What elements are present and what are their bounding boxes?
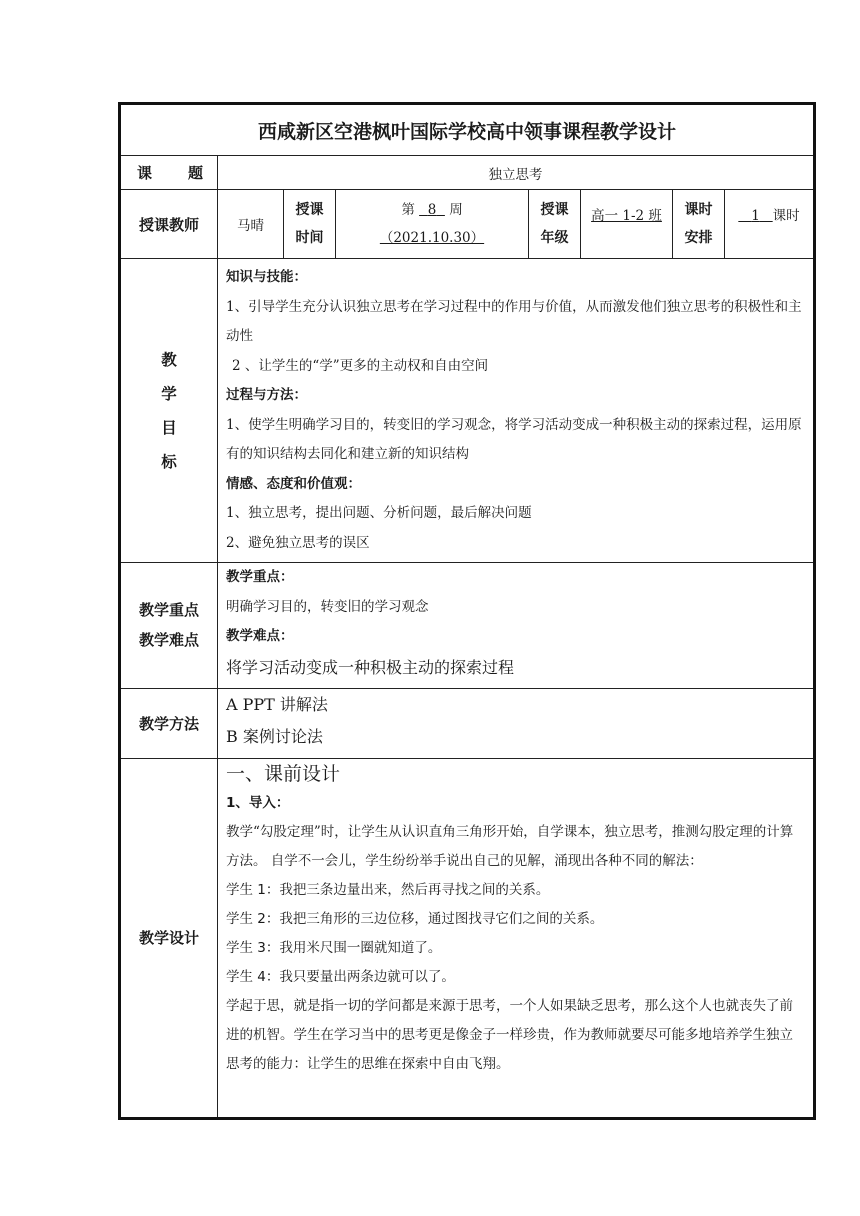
teacher-name: 马晴	[218, 190, 284, 259]
difficulty-heading: 教学难点：	[226, 628, 294, 644]
method-a: A PPT 讲解法	[226, 694, 328, 714]
emotion-heading: 情感、态度和价值观：	[226, 475, 361, 492]
process-heading: 过程与方法：	[226, 387, 307, 403]
lesson-date: （2021.10.30）	[379, 230, 485, 246]
closing-paragraph: 学起于思，就是指一切的学问都是来源于思考，一个人如果缺乏思考，那么这个人也就丧失了前进的机智。学生在学习当中的思考更是像金子一样珍贵，作为教师就要尽可能多地培养学生独立思考的能力：让学生的思维在探索中自由飞翔。	[226, 997, 793, 1072]
hours-value: 1 课时	[725, 190, 815, 259]
goals-content	[218, 259, 815, 563]
hours-label: 课时 安排	[673, 190, 725, 259]
document-title: 西咸新区空港枫叶国际学校高中领事课程教学设计	[120, 104, 815, 156]
teacher-label: 授课教师	[120, 190, 218, 259]
grade-value: 高一 1-2 班	[581, 190, 673, 259]
hours-number: 1	[751, 208, 760, 224]
title-row	[120, 104, 815, 156]
key-points-label: 教学重点 教学难点	[120, 563, 218, 689]
design-heading: 一、课前设计	[226, 762, 341, 785]
lesson-time: 第 8 周 （2021.10.30）	[336, 190, 529, 259]
goals-row	[120, 259, 815, 563]
methods-label: 教学方法	[120, 688, 218, 758]
student-4-line: 学生 4：我只要量出两条边就可以了。	[226, 968, 455, 985]
week-number: 8	[427, 202, 437, 218]
key-points-row	[120, 563, 815, 689]
student-2-line: 学生 2：我把三角形的三边位移，通过图找寻它们之间的关系。	[226, 910, 604, 927]
lesson-plan-table	[118, 102, 816, 1120]
difficulty-text: 将学习活动变成一种积极主动的探索过程	[226, 657, 515, 677]
knowledge-item-2: 2 、让学生的“学”更多的主动权和自由空间	[232, 357, 489, 374]
goals-label: 教 学 目 标	[120, 259, 218, 563]
process-item-1: 1、使学生明确学习目的，转变旧的学习观念，将学习活动变成一种积极主动的探索过程，运用原有的知识结构去同化和建立新的知识结构	[226, 416, 802, 462]
topic-value: 独立思考	[218, 156, 815, 190]
focus-heading: 教学重点：	[226, 569, 294, 585]
student-3-line: 学生 3：我用米尺围一圈就知道了。	[226, 939, 442, 956]
emotion-item-1: 1、独立思考，提出问题、分析问题，最后解决问题	[226, 505, 532, 521]
design-label: 教学设计	[120, 758, 218, 1118]
methods-content	[218, 688, 815, 758]
methods-row	[120, 688, 815, 758]
lesson-plan-page	[118, 102, 813, 1120]
emotion-item-2: 2、避免独立思考的误区	[226, 534, 370, 551]
design-content	[218, 758, 815, 1118]
time-label: 授课 时间	[284, 190, 336, 259]
teacher-row	[120, 190, 815, 259]
focus-text: 明确学习目的，转变旧的学习观念	[226, 598, 429, 615]
grade-label: 授课 年级	[529, 190, 581, 259]
knowledge-item-1: 1、引导学生充分认识独立思考在学习过程中的作用与价值，从而激发他们独立思考的积极性和主动性	[226, 298, 802, 344]
topic-label: 课 题	[120, 156, 218, 190]
intro-heading: 1、导入：	[226, 794, 290, 811]
key-points-content	[218, 563, 815, 689]
design-row	[120, 758, 815, 1118]
knowledge-heading: 知识与技能：	[226, 269, 307, 285]
intro-paragraph: 教学“勾股定理”时，让学生从认识直角三角形开始，自学课本，独立思考，推测勾股定理的计算方法。 自学不一会儿，学生纷纷举手说出自己的见解，涌现出各种不同的解法：	[226, 823, 794, 869]
method-b: B 案例讨论法	[226, 726, 323, 746]
student-1-line: 学生 1：我把三条边量出来，然后再寻找之间的关系。	[226, 881, 550, 898]
topic-row	[120, 156, 815, 190]
